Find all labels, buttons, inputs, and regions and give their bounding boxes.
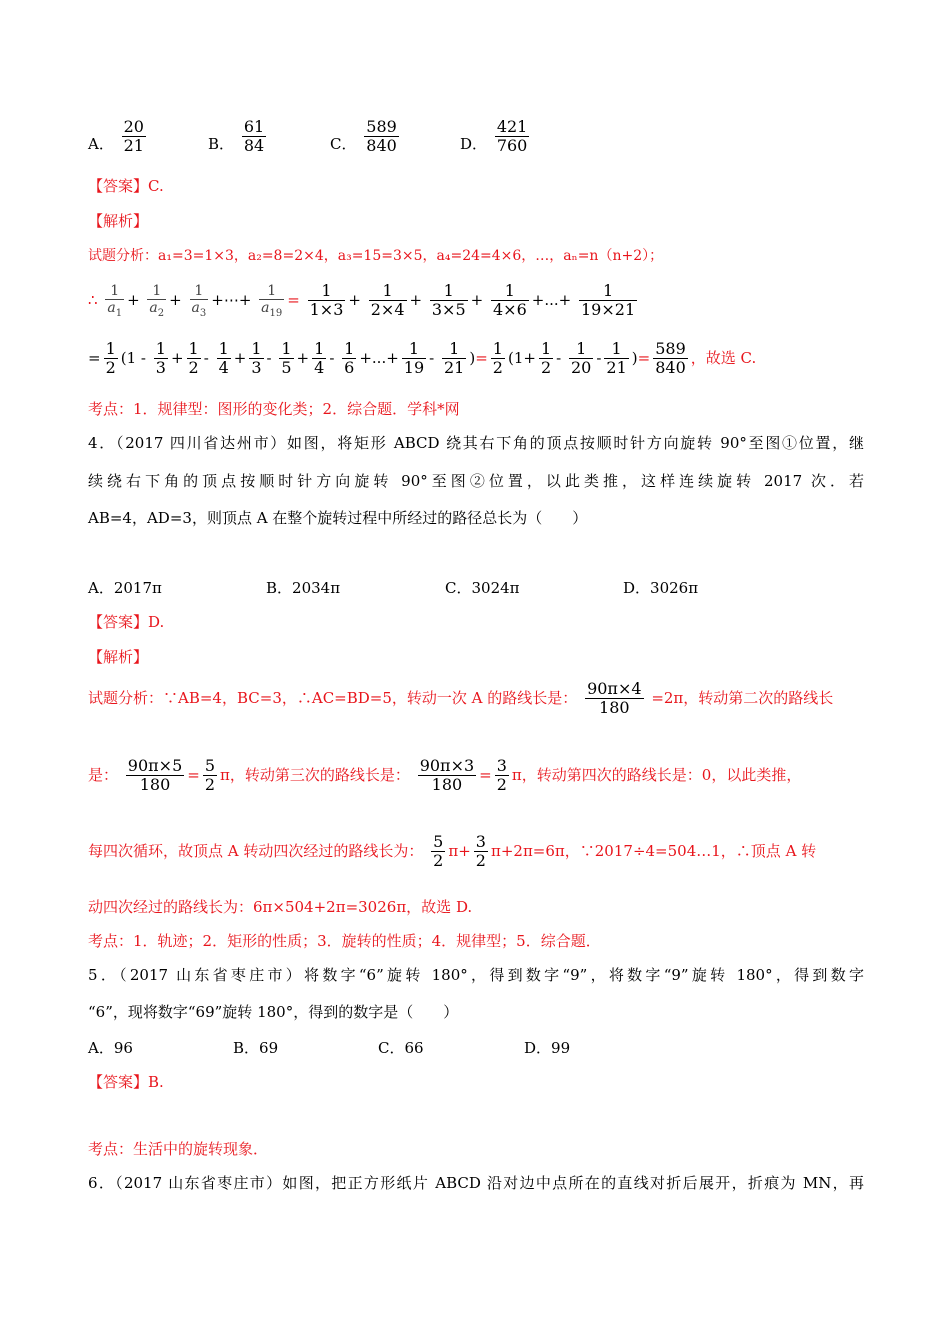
- q3-result-line: = $\frac{1}{2}$ (1 - $\frac{1}{3}$ + $\frac{1}{2}$ - $\frac{1}{4}$ + $\frac{1}{3}$ - $\frac{1}{5}$ + $\frac{1}{4}$ - $\frac{1}{6}$ +...+ $\frac{1}{19}$ - $\frac{1}{21}$ )= $\frac{1}{2}$ (1+ $\frac{1}{2}$ - $\frac{1}{20}$ - $\frac{1}{21}$ )= $\frac{589}{840}$ ，故选 C.: [88, 339, 757, 378]
- q4-option-d: D．3026π: [623, 579, 699, 597]
- q3-kaodian: 考点：1．规律型：图形的变化类；2．综合题．学科*网: [88, 400, 460, 418]
- q4-kaodian: 考点：1．轨迹；2．矩形的性质；3．旋转的性质；4．规律型；5．综合题．: [88, 932, 601, 950]
- q5-stem-line1: 5．（2017 山东省枣庄市）将数字“6”旋转 180°，得到数字“9”，将数字“9”旋转 180°，得到数字: [88, 966, 864, 984]
- q3-option-a-fraction: $\frac{20}{21}$: [123, 117, 144, 156]
- q4-analysis-line3: 每四次循环，故顶点 A 转动四次经过的路线长为： $\frac{5}{2}$ π+ $\frac{3}{2}$ π+2π=6π，∵2017÷4=504…1，∴顶点 A 转: [88, 832, 817, 871]
- q4-option-c: C．3024π: [445, 579, 520, 597]
- q3-answer: 【答案】C.: [88, 177, 164, 195]
- q3-option-d-fraction: $\frac{421}{760}$: [496, 117, 528, 156]
- q4-analysis-line1: 试题分析：∵AB=4，BC=3，∴AC=BD=5，转动一次 A 的路线长是： $\frac{90\pi\times 4}{180}$ =2π，转动第二次的路线长: [88, 679, 834, 718]
- q4-stem-line2: 续绕右下角的顶点按顺时针方向旋转 90°至图②位置，以此类推，这样连续旋转 2017 次．若: [88, 472, 864, 490]
- q4-option-a: A．2017π: [88, 579, 162, 597]
- q4-stem-line3: AB=4，AD=3，则顶点 A 在整个旋转过程中所经过的路径总长为（ ）: [88, 509, 588, 527]
- q3-option-b: B． $\frac{61}{84}$: [208, 117, 265, 156]
- q5-stem-line2: “6”，现将数字“69”旋转 180°，得到的数字是（ ）: [88, 1003, 459, 1021]
- q4-analysis-line4: 动四次经过的路线长为：6π×504+2π=3026π，故选 D.: [88, 898, 473, 916]
- q5-option-d: D．99: [524, 1039, 571, 1057]
- q4-analysis-title: 【解析】: [88, 648, 149, 666]
- q4-answer: 【答案】D.: [88, 613, 165, 631]
- q3-option-c-fraction: $\frac{589}{840}$: [366, 117, 397, 156]
- q5-option-a: A．96: [88, 1039, 133, 1057]
- q3-analysis-title: 【解析】: [88, 212, 149, 230]
- q4-option-b: B．2034π: [266, 579, 341, 597]
- q3-option-b-fraction: $\frac{61}{84}$: [243, 117, 265, 156]
- q4-stem-line1: 4．（2017 四川省达州市）如图，将矩形 ABCD 绕其右下角的顶点按顺时针方向旋转 90°至图①位置，继: [88, 434, 864, 452]
- q3-option-a: A． $\frac{20}{21}$: [88, 117, 144, 156]
- q5-kaodian: 考点：生活中的旋转现象．: [88, 1140, 269, 1158]
- q6-stem-line1: 6．（2017 山东省枣庄市）如图，把正方形纸片 ABCD 沿对边中点所在的直线对折后展开，折痕为 MN，再: [88, 1174, 864, 1192]
- q3-sum-line: ∴ $\frac{1}{a_1}$ + $\frac{1}{a_2}$ + $\frac{1}{a_3}$ +⋯+ $\frac{1}{a_{19}}$ = $\frac{1}{1\times 3}$ + $\frac{1}{2\times 4}$ + $\frac{1}{3\times 5}$ + $\frac{1}{4\times 6}$ +...+ $\frac{1}{19\times 21}$: [88, 281, 636, 320]
- q3-analysis-line1: 试题分析：a₁=3=1×3，a₂=8=2×4，a₃=15=3×5，a₄=24=4×6，…，aₙ=n（n+2）；: [88, 248, 664, 264]
- q3-option-c: C． $\frac{589}{840}$: [330, 117, 397, 156]
- q4-analysis-line2: 是： $\frac{90\pi\times 5}{180}$ = $\frac{5}{2}$ π，转动第三次的路线长是： $\frac{90\pi\times 3}{180}$ = $\frac{3}{2}$ π，转动第四次的路线长是：0，以此类推，: [88, 756, 802, 795]
- q3-option-d: D． $\frac{421}{760}$: [460, 117, 528, 156]
- q5-option-b: B．69: [233, 1039, 279, 1057]
- q5-answer: 【答案】B.: [88, 1073, 164, 1091]
- q5-option-c: C．66: [378, 1039, 424, 1057]
